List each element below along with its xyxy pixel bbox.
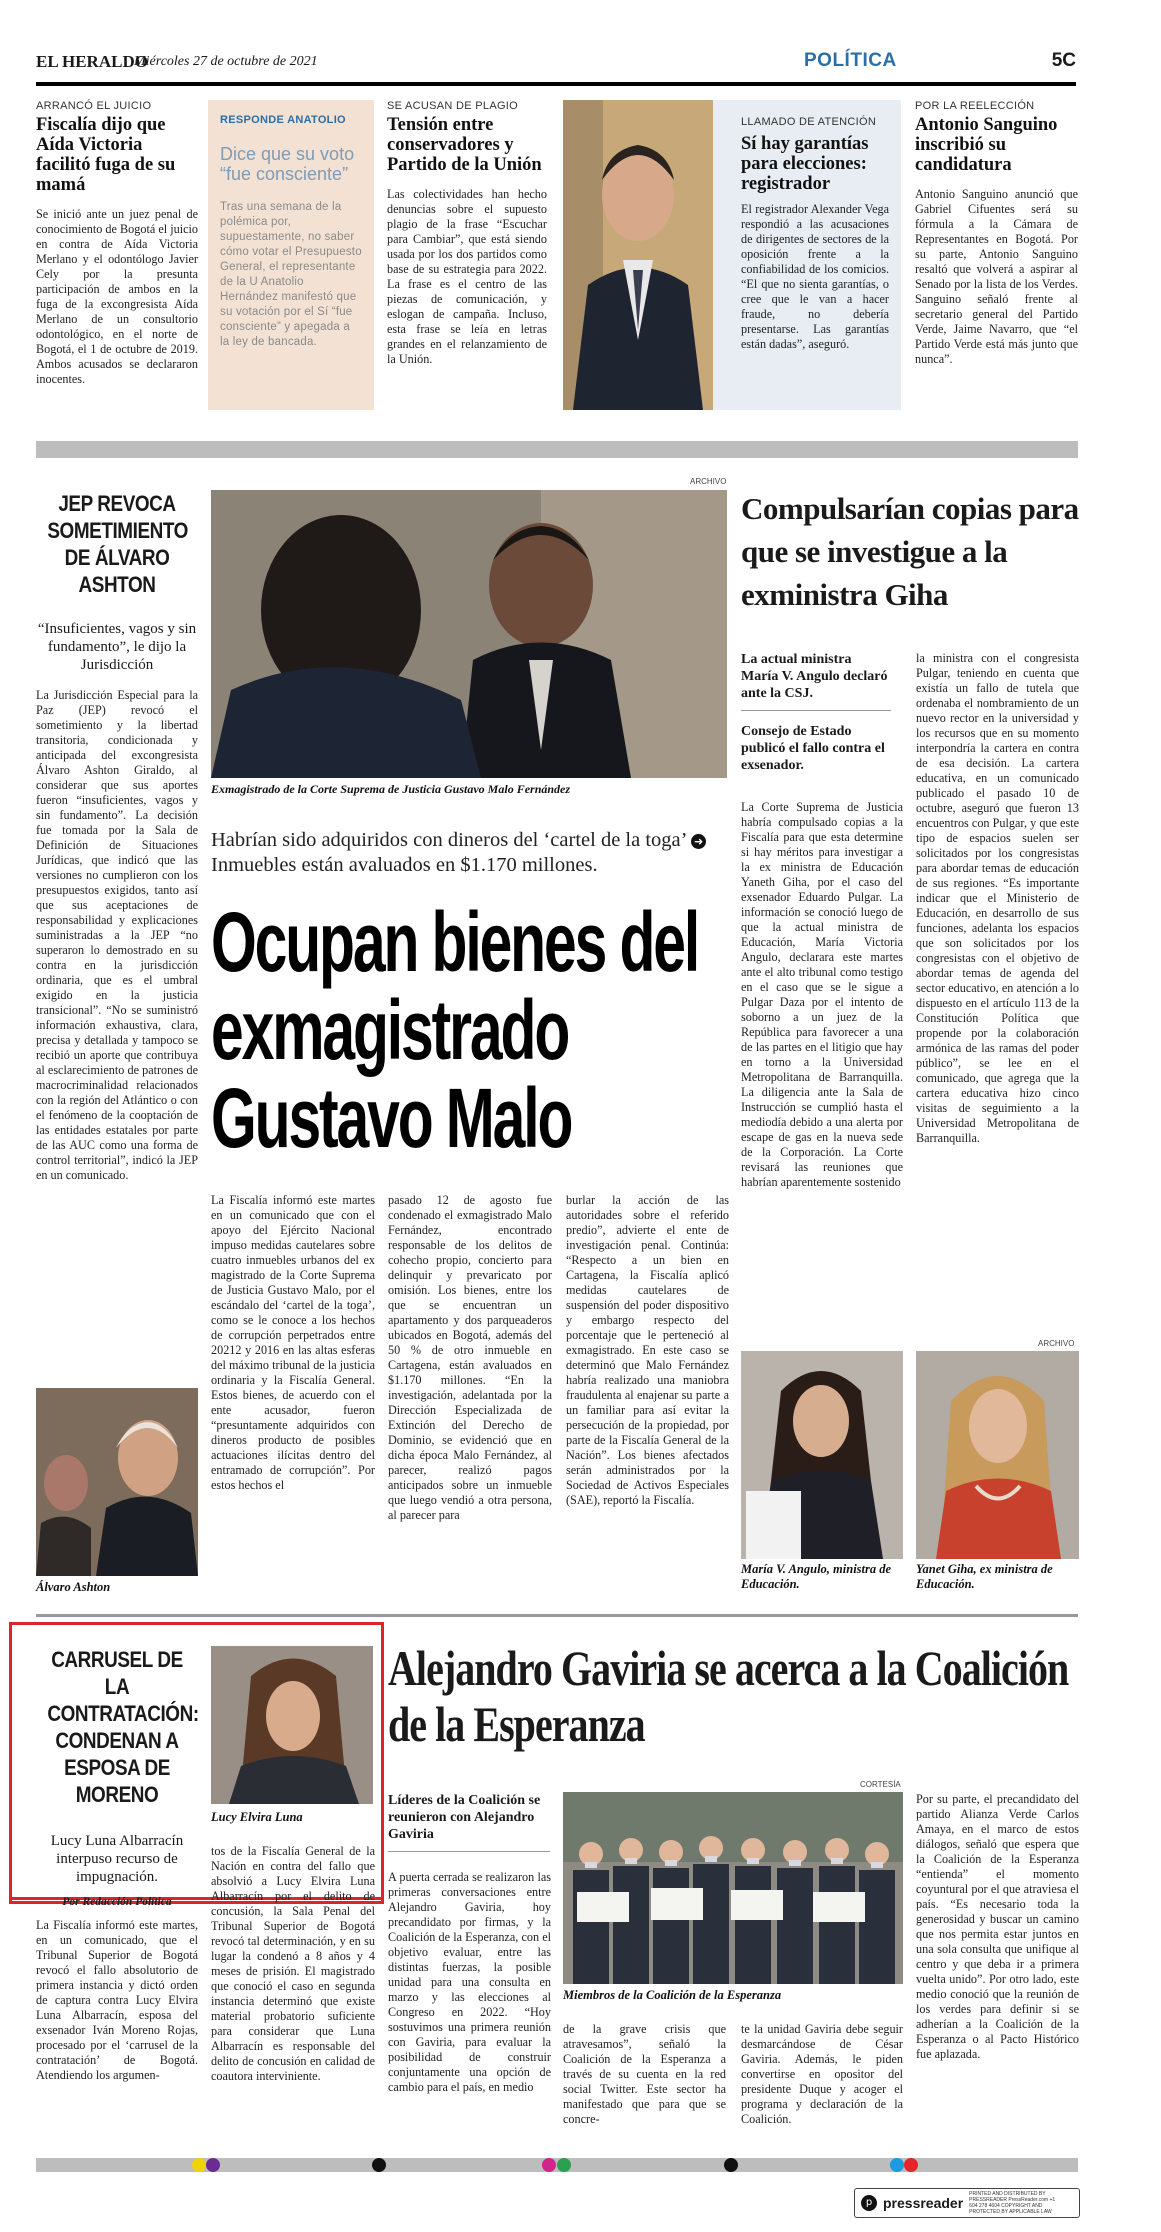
- registration-mark: [372, 2158, 386, 2172]
- malo-photo: [211, 490, 727, 778]
- brief-body: Se inició ante un juez penal de conocimiento de Bogotá el juicio en contra de Aída Victoria Merlano y el odontólogo Javier Cely por la presunta participación de ambos en la fuga de la excongresista Aída Merlano de un consultorio odontológico, en el norte de Bogotá, el 1 de octubre de 2019. Ambos acusados se declararon inocentes.: [36, 207, 198, 386]
- section-divider: [36, 441, 1078, 458]
- ashton-photo: [36, 1388, 198, 1576]
- malo-deck-tail: Inmuebles están avaluados en $1.170 millones.: [211, 854, 598, 876]
- brief-kicker: POR LA REELECCIÓN: [915, 100, 1035, 112]
- brief-kicker: SE ACUSAN DE PLAGIO: [387, 100, 519, 112]
- carrusel-deck: Lucy Luna Albarracín interpuso recurso de impugnación.: [50, 1833, 184, 1885]
- pressreader-badge: [854, 2188, 1080, 2218]
- brief-registrador: [713, 100, 901, 410]
- gaviria-headline-wrap: [388, 1640, 1088, 1770]
- jep-deck: “Insuficientes, vagos y sin fundamento”, le dijo la Jurisdicción: [37, 621, 197, 673]
- giha-point-2: Consejo de Estado publicó el fallo contra el exsenador.: [741, 724, 885, 773]
- brief-body: Tras una semana de la polémica por, supuestamente, no saber cómo votar el Presupuesto General, el representante de la U Anatolio Hernández manifestó que su votación por el Sí “fue consciente” y apegada a la ley de bancada.: [220, 201, 362, 348]
- malo-headline-wrap: [211, 898, 731, 1178]
- brief-headline: Fiscalía dijo que Aída Victoria facilitó fuga de su mamá: [36, 115, 176, 195]
- masthead-bar: [36, 50, 1076, 80]
- registration-mark: [904, 2158, 918, 2172]
- giha-col-2: la ministra con el congresista Pulgar, teniendo en cuenta que existía un fallo de tutela que ordenaba el nombramiento de un nuevo rector en la universidad y los recursos que en su momento interpondría la cartera en contra de esa decisión. La cartera educativa, en un comunicado publicado el pasado 10 de octubre, aseguró que fueron 13 encuentros con Pulgar, y que este tipo de espacios suelen ser solicitados por los congresistas para abordar temas de educación de sus regiones. “Es importante indicar que el Ministerio de Educación, en desarrollo de sus funciones, adelanta los espacios que son solicitados por los congresistas con el objetivo de abordar temas de agenda del sector educativo, en atención a lo dispuesto en el artículo 113 de la Constitución Política que propende por la colaboración armónica de las ramas del poder público”, se lee en el comunicado, que agrega que la cartera educativa hizo cinco visitas de seguimiento a la Universidad Metropolitana de Barranquilla.: [916, 651, 1079, 1145]
- page-number: 5C: [1051, 50, 1076, 71]
- pressreader-fine-print: PRINTED AND DISTRIBUTED BY PRESSREADER PressReader.com +1 604 278 4604 COPYRIGHT AND PROTECTED BY APPLICABLE LAW: [969, 2191, 1056, 2215]
- brief-plagio: [387, 100, 547, 420]
- brief-kicker: RESPONDE ANATOLIO: [220, 114, 346, 126]
- gaviria-headline: Alejandro Gaviria se acerca a la Coalición de la Esperanza: [388, 1640, 1069, 1752]
- malo-headline: Ocupan bienes del exmagistrado Gustavo Malo: [211, 898, 699, 1165]
- arrow-icon: ➜: [691, 834, 706, 849]
- registration-mark: [724, 2158, 738, 2172]
- brief-sanguino: [915, 100, 1078, 420]
- portrait-illustration: [741, 1351, 903, 1559]
- brief-fiscalia: [36, 100, 198, 420]
- gaviria-subhead: Líderes de la Coalición se reunieron con Alejandro Gaviria: [388, 1792, 550, 1852]
- brief-kicker: LLAMADO DE ATENCIÓN: [741, 116, 877, 128]
- malo-col-3: burlar la acción de las autoridades sobre el referido predio”, advierte el ente de investigación penal. Continúa: “Respecto a un bien en Cartagena, la Fiscalía aplicó medidas cautelares de suspensión del poder dispositivo y embargo respecto del porcentaje que le perteneció al exmagistrado. En este caso se determinó que Malo Fernández habría realizado una maniobra fraudulenta al enajenar su parte a un familiar para así evitar la persecución de la propiedad, por parte de la Fiscalía General de la Nación”. Los bienes afectados serán administrados por la Sociedad de Activos Especiales (SAE), reportó la Fiscalía.: [566, 1193, 729, 1507]
- giha-caption: Yanet Giha, ex ministra de Educación.: [916, 1562, 1053, 1591]
- giha-col-1: La Corte Suprema de Justicia habría compulsado copias a la Fiscalía para que esta determine si hay méritos para investigar a la ex ministra de Educación Yaneth Giha, por el caso del exsenador Eduardo Pulgar. La información se conoció luego de que la actual ministra de Educación, María Victoria Angulo, declarara este martes ante el alto tribunal como testigo en el caso que se le sigue a Pulgar Daza por el intento de soborno a un juez de la República para favorecer a una de las partes en el litigio que hay en torno a la Universidad Metropolitana de Barranquilla. La diligencia ante la Sala de Instrucción se cumplió hasta el mediodía debido a una alerta por escape de gas en la nueva sede de la Corporación. La Corte revisará las reuniones que habrían aparentemente sostenido: [741, 800, 903, 1189]
- brief-headline: Sí hay garantías para elecciones: registrador: [741, 134, 869, 194]
- gaviria-col-3: te la unidad Gaviria debe seguir desmarcándose de César Gaviria. Además, le piden convertirse en opositor del presidente Duque y acoger el programa y declaración de la Coalición.: [741, 2022, 903, 2126]
- portrait-illustration: [563, 100, 713, 410]
- brief-headline: Dice que su voto “fue consciente”: [220, 144, 355, 184]
- section-divider: [36, 1614, 1078, 1617]
- coalicion-photo: [563, 1792, 903, 1984]
- gaviria-col-2: de la grave crisis que atravesamos”, señaló la Coalición de la Esperanza a través de su cuenta en la red social Twitter. Este sector ha manifestado que para que se concre-: [563, 2022, 726, 2126]
- ashton-caption: Álvaro Ashton: [36, 1580, 111, 1594]
- gaviria-col-1: A puerta cerrada se realizaron las primeras conversaciones entre Alejandro Gaviria, hoy precandidato por firmas, y la Coalición de la Esperanza, con el objetivo evaluar, entre las distintas fuerzas, la posible unidad para una consulta en marzo y las elecciones al Congreso en 2022. “Hoy sostuvimos una primera reunión con Gaviria, para evaluar la posibilidad de construir conjuntamente una opción de cambio para el país, en medio: [388, 1870, 551, 2094]
- luna-caption: Lucy Elvira Luna: [211, 1810, 303, 1824]
- giha-headline: Compulsarían copias para que se investigue a la exministra Giha: [741, 491, 1079, 612]
- malo-col-2: pasado 12 de agosto fue condenado el exmagistrado Malo Fernández, encontrado responsable de los delitos de cohecho propio, concierto para delinquir y prevaricato por omisión. Los bienes, entre los que se encuentran un apartamento y dos parqueaderos ubicados en Bogotá, además del 50 % de otro inmueble en Cartagena, están avaluados en $1.170 millones. “En la investigación, adelantada por la Dirección Especializada de Extinción del Derecho de Dominio, se evidenció que en dicha época Malo Fernández, al parecer, realizó pagos anticipados sobre un inmueble que luego vendió a otra persona, al parecer para: [388, 1193, 552, 1522]
- registration-mark: [890, 2158, 904, 2172]
- group-photo-illustration: [563, 1792, 903, 1984]
- malo-deck-text: Habrían sido adquiridos con dineros del ‘cartel de la toga’: [211, 829, 686, 851]
- malo-col-1: La Fiscalía informó este martes en un comunicado que con el apoyo del Ejército Nacional impuso medidas cautelares sobre cuatro inmuebles urbanos del ex magistrado de la Corte Suprema de Justicia Gustavo Malo, por el escándalo del ‘cartel de la toga’, como se le conoce a los hechos de corrupción perpetrados entre 20212 y 2016 en las altas esferas del máximo tribunal de la justicia ordinaria y la Fiscalía General. Estos bienes, de acuerdo con el ente acusador, fueron “presuntamente adquiridos con dineros producto de posibles actuaciones ilícitas dentro del entramado de corrupción”. Por estos hechos el: [211, 1193, 375, 1492]
- portrait-illustration: [916, 1351, 1079, 1559]
- registrador-photo: [563, 100, 713, 410]
- giha-photo-credit: ARCHIVO: [1038, 1339, 1075, 1348]
- jep-body: La Jurisdicción Especial para la Paz (JEP) revocó el sometimiento y la libertad transitoria, condicionada y anticipada del excongresista Álvaro Ashton Giraldo, al considerar que sus aportes fueron “insuficientes, vagos y sin fundamento”. La decisión fue tomada por la Sala de Definición de Situaciones Jurídicas, que indicó que las versiones no cumplieron con los presupuestos exigidos, tanto así que sus aceptaciones de responsabilidad y explicaciones suministradas a la JEP “no superaron lo demostrado en su contra en la jurisdicción ordinaria, que es el umbral exigido en la justicia transicional”. “No se suministró información exhaustiva, clara, precisa y detallada y tampoco se recibió un aporte que contribuya al esclarecimiento de patrones de macrocriminalidad relacionados con la región del Atlántico o con el fenómeno de la cooptación de las entidades estatales por parte de las AUC como una forma de control territorial”, indicó la JEP en un comunicado.: [36, 688, 198, 1182]
- portrait-illustration: [211, 1646, 373, 1804]
- registration-mark: [557, 2158, 571, 2172]
- malo-deck: [211, 828, 727, 878]
- registration-mark: [206, 2158, 220, 2172]
- angulo-photo: [741, 1351, 903, 1559]
- carrusel-story: [36, 1646, 198, 2083]
- newspaper-name: EL HERALDO: [36, 52, 148, 71]
- angulo-caption: María V. Angulo, ministra de Educación.: [741, 1562, 892, 1591]
- brief-kicker: ARRANCÓ EL JUICIO: [36, 100, 152, 112]
- jep-headline: JEP REVOCA SOMETIMIENTO DE ÁLVARO ASHTON: [47, 491, 188, 597]
- carrusel-col-2: tos de la Fiscalía General de la Nación en contra del fallo que absolvió a Lucy Elvira Luna Albarracín por el delito de concusión, la Sala Penal del Tribunal Superior de Bogotá revocó tal determinación, y en su lugar la condenó a 8 años y 4 meses de prisión. El magistrado que conoció el caso en segunda instancia determinó que existe material probatorio suficiente para considerar que Luna Albarracín es responsable del delito de concusión en calidad de coautora interviniente.: [211, 1844, 375, 2083]
- registration-mark: [542, 2158, 556, 2172]
- jep-story: [36, 490, 198, 1183]
- courtroom-illustration: [211, 490, 727, 778]
- luna-photo: [211, 1646, 373, 1804]
- brief-headline: Tensión entre conservadores y Partido de la Unión: [387, 115, 542, 175]
- carrusel-col-1: La Fiscalía informó este martes, en un comunicado, que el Tribunal Superior de Bogotá revocó el fallo absolutorio de primera instancia y dictó orden de captura contra Lucy Elvira Luna Albarracín, esposa del exsenador Iván Moreno Rojas, procesado por el ‘carrusel de la contratación’ de Bogotá. Atendiendo los argumen-: [36, 1918, 198, 2082]
- registration-mark: [192, 2158, 206, 2172]
- brief-body: El registrador Alexander Vega respondió a las acusaciones de dirigentes de sectores de la oposición frente a la confiabilidad de los comicios. “El que no sienta garantías, o cree que le van a hacer fraude, no debería presentarse. Las garantías están dadas”, aseguró.: [741, 202, 889, 351]
- pressreader-logo-icon: p: [861, 2195, 877, 2211]
- issue-date: Miércoles 27 de octubre de 2021: [134, 54, 318, 69]
- pressreader-brand: pressreader: [883, 2195, 964, 2211]
- brief-anatolio: [208, 100, 374, 410]
- masthead-rule: [36, 82, 1076, 86]
- brief-body: Las colectividades han hecho denuncias sobre el supuesto plagio de la frase “Escuchar para Cambiar”, que está siendo usada por los dos partidos como base de su estrategia para 2022. La frase es el centro de las piezas de comunicación, y eslogan de campaña. Incluso, esta frase se leía en letras grandes en el relanzamiento de la Unión.: [387, 187, 547, 366]
- portrait-illustration: [36, 1388, 198, 1576]
- gaviria-photo-credit: CORTESÍA: [860, 1780, 901, 1789]
- malo-photo-credit: ARCHIVO: [690, 477, 727, 486]
- giha-point-1: La actual ministra María V. Angulo declaró ante la CSJ.: [741, 651, 891, 711]
- section-name: POLÍTICA: [804, 50, 897, 71]
- gaviria-col-4: Por su parte, el precandidato del partido Alianza Verde Carlos Amaya, en el marco de estos diálogos, señaló que espera que la Coalición de la Esperanza “entienda” el momento coyuntural por el que atraviesa el país. “Es necesario toda la generosidad y buscar un camino que nos permita estar juntos en una sola consulta que unifique al centro y que deba ir a primera vuelta unido”. Por otro lado, este medio conoció que la reunión de los verdes para definir si se adherían a la Coalición de la Esperanza o al Pacto Histórico fue aplazada.: [916, 1792, 1079, 2061]
- carrusel-byline: Por Redacción Política: [62, 1896, 172, 1908]
- brief-body: Antonio Sanguino anunció que Gabriel Cifuentes será su fórmula a la Cámara de Representantes en Bogotá. Por su parte, Antonio Sanguino resaltó que volverá a aspirar al Senado por la lista de los Verdes. Sanguino señaló frente al secretario general del Partido Verde, Jaime Navarro, que “el Partido Verde está más junto que nunca”.: [915, 187, 1078, 366]
- coalicion-caption: Miembros de la Coalición de la Esperanza: [563, 1988, 782, 2002]
- giha-photo: [916, 1351, 1079, 1559]
- malo-caption: Exmagistrado de la Corte Suprema de Justicia Gustavo Malo Fernández: [211, 782, 571, 796]
- brief-headline: Antonio Sanguino inscribió su candidatura: [915, 115, 1058, 175]
- carrusel-headline: CARRUSEL DE LA CONTRATACIÓN: CONDENAN A ESPOSA DE MORENO: [47, 1647, 199, 1807]
